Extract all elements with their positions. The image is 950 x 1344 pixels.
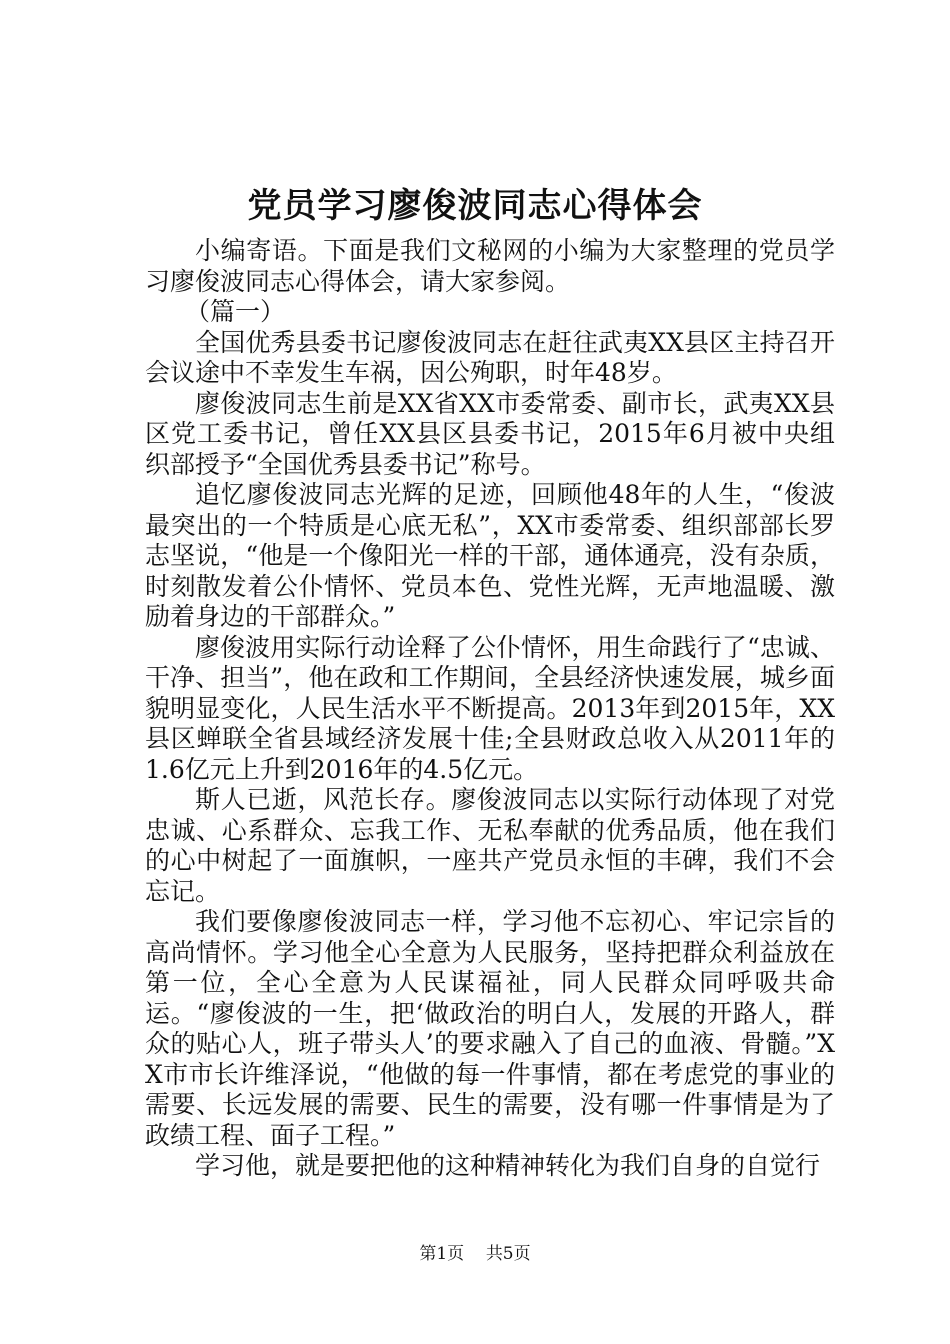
paragraph: 廖俊波同志生前是XX省XX市委常委、副市长，武夷XX县区党工委书记，曾任XX县区县委书记，2015年6月被中央组织部授予“全国优秀县委书记”称号。 (145, 388, 835, 479)
page-number: 第1页 (419, 1244, 465, 1264)
paragraph-intro: 小编寄语。下面是我们文秘网的小编为大家整理的党员学习廖俊波同志心得体会，请大家参阅。 (145, 236, 835, 296)
paragraph: 斯人已逝，风范长存。廖俊波同志以实际行动体现了对党忠诚、心系群众、忘我工作、无私奉献的优秀品质，他在我们的心中树起了一面旗帜，一座共产党员永恒的丰碑，我们不会忘记。 (145, 785, 835, 906)
document-body (145, 236, 835, 1182)
paragraph-continued: 学习他，就是要把他的这种精神转化为我们自身的自觉行 (195, 1151, 821, 1180)
page-total: 共5页 (485, 1244, 531, 1264)
paragraph: 廖俊波用实际行动诠释了公仆情怀，用生命践行了“忠诚、干净、担当”，他在政和工作期间，全县经济快速发展，城乡面貌明显变化，人民生活水平不断提高。2013年到2015年，XX县区蝉联全省县域经济发展十佳;全县财政总收入从2011年的1.6亿元上升到2016年的4.5亿元。 (145, 632, 835, 784)
page-footer (0, 1242, 950, 1266)
paragraph: 全国优秀县委书记廖俊波同志在赶往武夷XX县区主持召开会议途中不幸发生车祸，因公殉职，时年48岁。 (145, 327, 835, 387)
document-title: 党员学习廖俊波同志心得体会 (247, 186, 703, 226)
paragraph: 我们要像廖俊波同志一样，学习他不忘初心、牢记宗旨的高尚情怀。学习他全心全意为人民服务，坚持把群众利益放在第一位，全心全意为人民谋福祉，同人民群众同呼吸共命运。“廖俊波的一生，把‘做政治的明白人，发展的开路人，群众的贴心人，班子带头人’的要求融入了自己的血液、骨髓。”XX市市长许维泽说，“他做的每一件事情，都在考虑党的事业的需要、长远发展的需要、民生的需要，没有哪一件事情是为了政绩工程、面子工程。” (145, 907, 835, 1150)
paragraph: 追忆廖俊波同志光辉的足迹，回顾他48年的人生，“俊波最突出的一个特质是心底无私”，XX市委常委、组织部部长罗志坚说，“他是一个像阳光一样的干部，通体通亮，没有杂质，时刻散发着公仆情怀、党员本色、党性光辉，无声地温暖、激励着身边的干部群众。” (145, 480, 835, 631)
section-label: （篇一） (185, 297, 286, 326)
